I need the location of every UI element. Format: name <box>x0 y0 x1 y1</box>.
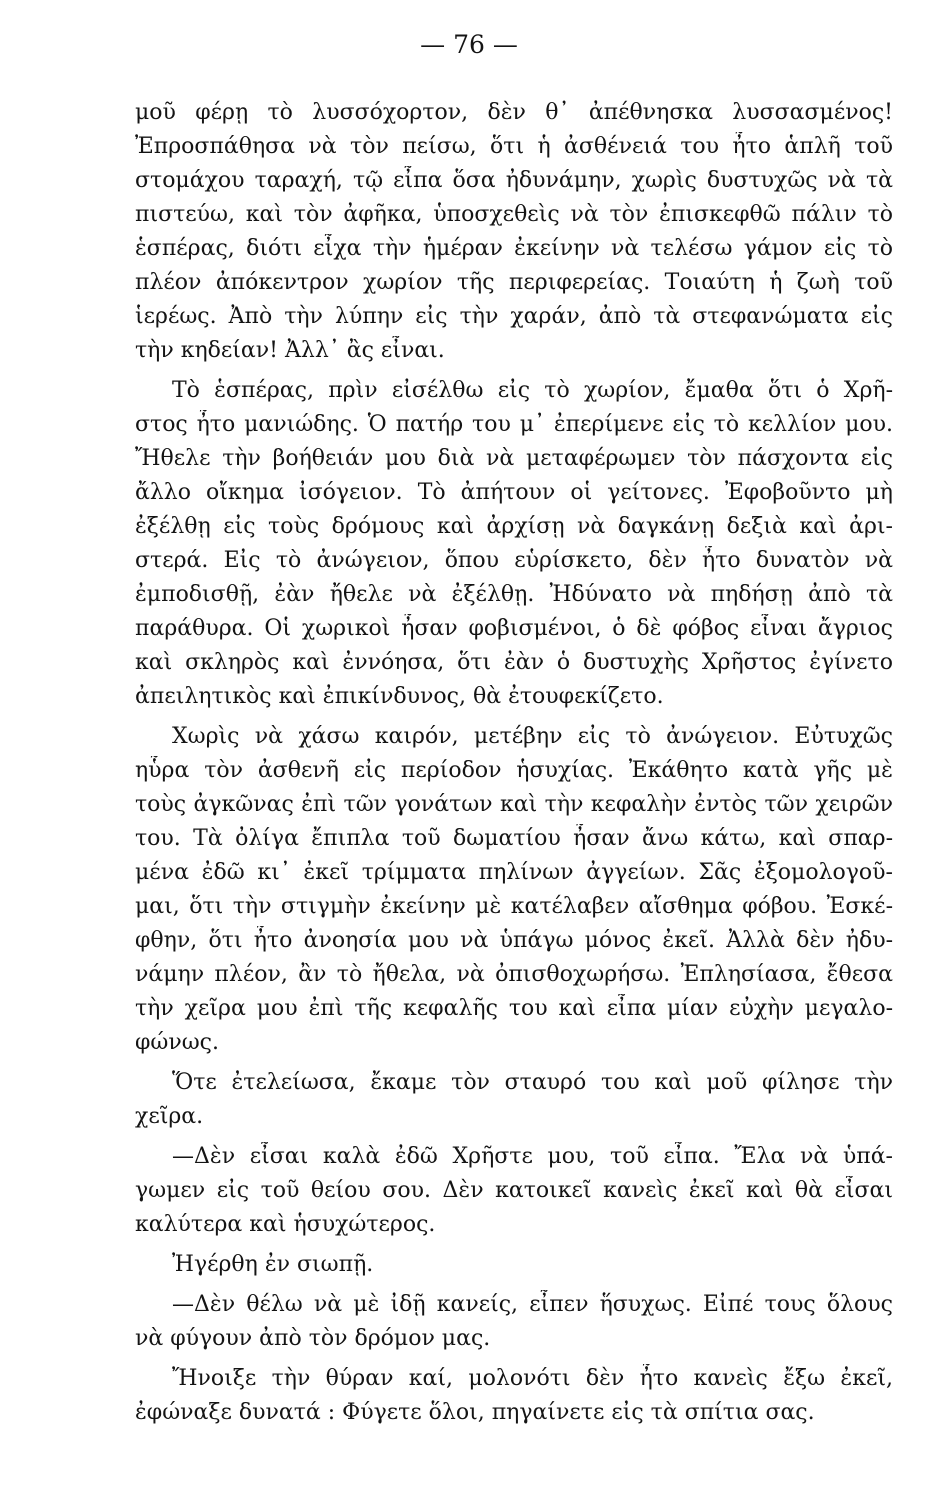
text-line: Ὅτε ἐτελείωσα, ἔκαμε τὸν σταυρό του καὶ μοῦ φίλησε τὴν <box>172 1070 893 1095</box>
text-line: —Δὲν θέλω νὰ μὲ ἰδῇ κανείς, εἶπεν ἥσυχως. Εἰπέ τους ὅλους <box>172 1292 893 1317</box>
text-line: γωμεν εἰς τοῦ θείου σου. Δὲν κατοικεῖ κανεὶς ἐκεῖ καὶ θὰ εἶσαι <box>135 1178 893 1203</box>
text-line: ἐξέλθῃ εἰς τοὺς δρόμους καὶ ἀρχίσῃ νὰ δαγκάνῃ δεξιὰ καὶ ἀρι- <box>135 514 893 539</box>
text-line: παράθυρα. Οἱ χωρικοὶ ἦσαν φοβισμένοι, ὁ δὲ φόβος εἶναι ἄγριος <box>135 616 893 641</box>
text-line: στερά. Εἰς τὸ ἀνώγειον, ὅπου εὑρίσκετο, δὲν ἦτο δυνατὸν νὰ <box>135 548 893 573</box>
text-line: νὰ φύγουν ἀπὸ τὸν δρόμον μας. <box>135 1326 491 1351</box>
text-line: ηὗρα τὸν ἀσθενῆ εἰς περίοδον ἡσυχίας. Ἐκάθητο κατὰ γῆς μὲ <box>135 758 893 783</box>
text-line: Ἤνοιξε τὴν θύραν καί, μολονότι δὲν ἦτο κανεὶς ἔξω ἐκεῖ, <box>172 1366 893 1391</box>
text-line: καὶ σκληρὸς καὶ ἐννόησα, ὅτι ἐὰν ὁ δυστυχὴς Χρῆστος ἐγίνετο <box>135 650 893 675</box>
text-line: ἄλλο οἴκημα ἰσόγειον. Τὸ ἀπήτουν οἱ γείτονες. Ἐφοβοῦντο μὴ <box>135 480 893 505</box>
text-line: ἐφώναξε δυνατά : Φύγετε ὅλοι, πηγαίνετε εἰς τὰ σπίτια σας. <box>135 1400 815 1425</box>
text-line: Ἠγέρθη ἐν σιωπῇ. <box>172 1252 374 1277</box>
text-line: στομάχου ταραχή, τῷ εἶπα ὅσα ἠδυνάμην, χωρὶς δυστυχῶς νὰ τὰ <box>135 168 893 193</box>
text-line: ἀπειλητικὸς καὶ ἐπικίνδυνος, θὰ ἐτουφεκίζετο. <box>135 684 664 709</box>
text-line: τὴν κηδείαν! Ἀλλ᾽ ἂς εἶναι. <box>135 338 445 363</box>
text-line: στος ἦτο μανιώδης. Ὁ πατήρ του μ᾽ ἐπερίμενε εἰς τὸ κελλίον μου. <box>135 412 893 437</box>
text-line: Χωρὶς νὰ χάσω καιρόν, μετέβην εἰς τὸ ἀνώγειον. Εὐτυχῶς <box>172 724 893 749</box>
text-line: πλέον ἀπόκεντρον χωρίον τῆς περιφερείας. Τοιαύτη ἡ ζωὴ τοῦ <box>135 270 893 295</box>
text-line: ἑσπέρας, διότι εἶχα τὴν ἡμέραν ἐκείνην νὰ τελέσω γάμον εἰς τὸ <box>135 236 893 261</box>
text-line: φώνως. <box>135 1030 219 1055</box>
text-line: μοῦ φέρῃ τὸ λυσσόχορτον, δὲν θ᾽ ἀπέθνησκα λυσσασμένος! <box>135 100 893 125</box>
text-line: χεῖρα. <box>135 1104 204 1129</box>
text-line: ἐμποδισθῇ, ἐὰν ἤθελε νὰ ἐξέλθῃ. Ἠδύνατο νὰ πηδήσῃ ἀπὸ τὰ <box>135 582 893 607</box>
text-line: καλύτερα καὶ ἡσυχώτερος. <box>135 1212 436 1237</box>
text-line: του. Τὰ ὀλίγα ἔπιπλα τοῦ δωματίου ἦσαν ἄνω κάτω, καὶ σπαρ- <box>135 826 893 851</box>
text-line: μένα ἐδῶ κι᾽ ἐκεῖ τρίμματα πηλίνων ἀγγείων. Σᾶς ἐξομολογοῦ- <box>135 860 893 885</box>
text-line: μαι, ὅτι τὴν στιγμὴν ἐκείνην μὲ κατέλαβεν αἴσθημα φόβου. Ἐσκέ- <box>135 894 893 919</box>
page-number: — 76 — <box>420 30 518 59</box>
text-line: Ἤθελε τὴν βοήθειάν μου διὰ νὰ μεταφέρωμεν τὸν πάσχοντα εἰς <box>135 446 893 471</box>
text-line: πιστεύω, καὶ τὸν ἀφῆκα, ὑποσχεθεὶς νὰ τὸν ἐπισκεφθῶ πάλιν τὸ <box>135 202 893 227</box>
text-line: Ἐπροσπάθησα νὰ τὸν πείσω, ὅτι ἡ ἀσθένειά του ἦτο ἁπλῆ τοῦ <box>135 134 893 159</box>
text-line: νάμην πλέον, ἂν τὸ ἤθελα, νὰ ὀπισθοχωρήσω. Ἐπλησίασα, ἔθεσα <box>135 962 893 987</box>
text-line: φθην, ὅτι ἦτο ἀνοησία μου νὰ ὑπάγω μόνος ἐκεῖ. Ἀλλὰ δὲν ἠδυ- <box>135 928 893 953</box>
text-line: ἱερέως. Ἀπὸ τὴν λύπην εἰς τὴν χαράν, ἀπὸ τὰ στεφανώματα εἰς <box>135 304 893 329</box>
text-line: τὴν χεῖρα μου ἐπὶ τῆς κεφαλῆς του καὶ εἶπα μίαν εὐχὴν μεγαλο- <box>135 996 893 1021</box>
text-line: τοὺς ἀγκῶνας ἐπὶ τῶν γονάτων καὶ τὴν κεφαλὴν ἐντὸς τῶν χειρῶν <box>135 792 893 817</box>
text-line: Τὸ ἑσπέρας, πρὶν εἰσέλθω εἰς τὸ χωρίον, ἔμαθα ὅτι ὁ Χρῆ- <box>172 378 893 403</box>
text-line: —Δὲν εἶσαι καλὰ ἐδῶ Χρῆστε μου, τοῦ εἶπα. Ἔλα νὰ ὑπά- <box>172 1144 893 1169</box>
